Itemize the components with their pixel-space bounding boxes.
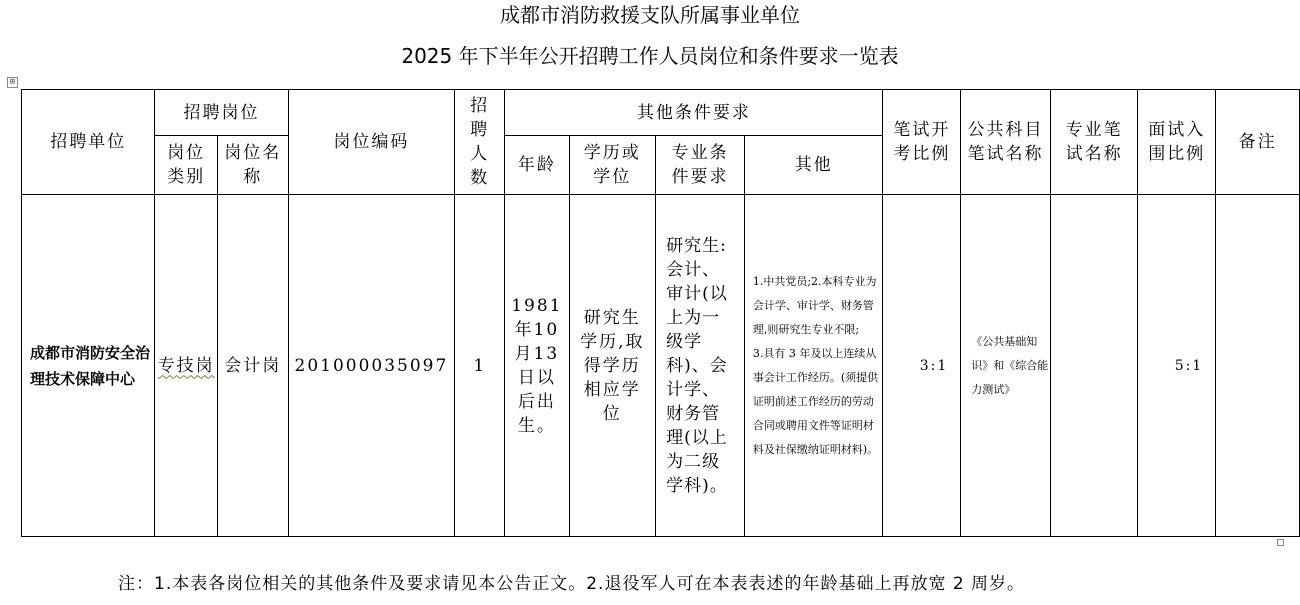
cell-category-text: 专技岗 — [157, 355, 215, 376]
header-unit: 招聘单位 — [22, 90, 155, 195]
header-interview-ratio: 面试入围比例 — [1138, 90, 1216, 195]
header-major: 专业条件要求 — [656, 136, 745, 195]
header-position-code: 岗位编码 — [288, 90, 455, 195]
header-age: 年龄 — [505, 136, 569, 195]
table-title-line1: 成都市消防救援支队所属事业单位 — [500, 3, 800, 27]
header-other: 其他 — [744, 136, 883, 195]
header-written-ratio: 笔试开考比例 — [883, 90, 961, 195]
header-professional-written: 专业笔试名称 — [1050, 90, 1138, 195]
cell-interview-ratio: 5:1 — [1138, 195, 1216, 537]
cell-position-name: 会计岗 — [217, 195, 288, 537]
table-move-handle-icon[interactable]: ⊞ — [7, 77, 18, 88]
cell-unit: 成都市消防安全治理技术保障中心 — [22, 195, 155, 537]
cell-category — [155, 195, 218, 537]
header-position: 招聘岗位 — [155, 90, 288, 136]
header-public-subject: 公共科目笔试名称 — [961, 90, 1051, 195]
cell-count: 1 — [455, 195, 505, 537]
cell-professional-written — [1050, 195, 1138, 537]
header-position-name: 岗位名称 — [217, 136, 288, 195]
cell-other: 1.中共党员;2.本科专业为会计学、审计学、财务管理,则研究生专业不限; 3.具有 3 年及以上连续从事会计工作经历。(须提供证明前述工作经历的劳动合同或聘用文件等证明材料及社保缴纳证明材料)。 — [744, 195, 883, 537]
header-remarks: 备注 — [1216, 90, 1300, 195]
cell-education: 研究生学历,取得学历相应学位 — [569, 195, 656, 537]
table-resize-handle[interactable] — [1277, 539, 1284, 546]
cell-position-code: 201000035097 — [288, 195, 455, 537]
header-position-category: 岗位类别 — [155, 136, 218, 195]
cell-remarks — [1216, 195, 1300, 537]
cell-public-subject: 《公共基础知识》和《综合能力测试》 — [961, 195, 1051, 537]
table-title-line2: 2025 年下半年公开招聘工作人员岗位和条件要求一览表 — [401, 44, 899, 68]
cell-major: 研究生:会计、审计(以上为一级学科)、会计学、财务管理(以上为二级学科)。 — [656, 195, 745, 537]
header-other-conditions: 其他条件要求 — [505, 90, 883, 136]
header-education: 学历或学位 — [569, 136, 656, 195]
cell-age: 1981年10月13日以后出生。 — [505, 195, 569, 537]
cell-written-ratio: 3:1 — [883, 195, 961, 537]
recruitment-table — [21, 89, 1300, 537]
header-count: 招聘人数 — [455, 90, 505, 195]
footnote: 注：1.本表各岗位相关的其他条件及要求请见本公告正文。2.退役军人可在本表表述的年龄基础上再放宽 2 周岁。 — [118, 574, 1026, 594]
